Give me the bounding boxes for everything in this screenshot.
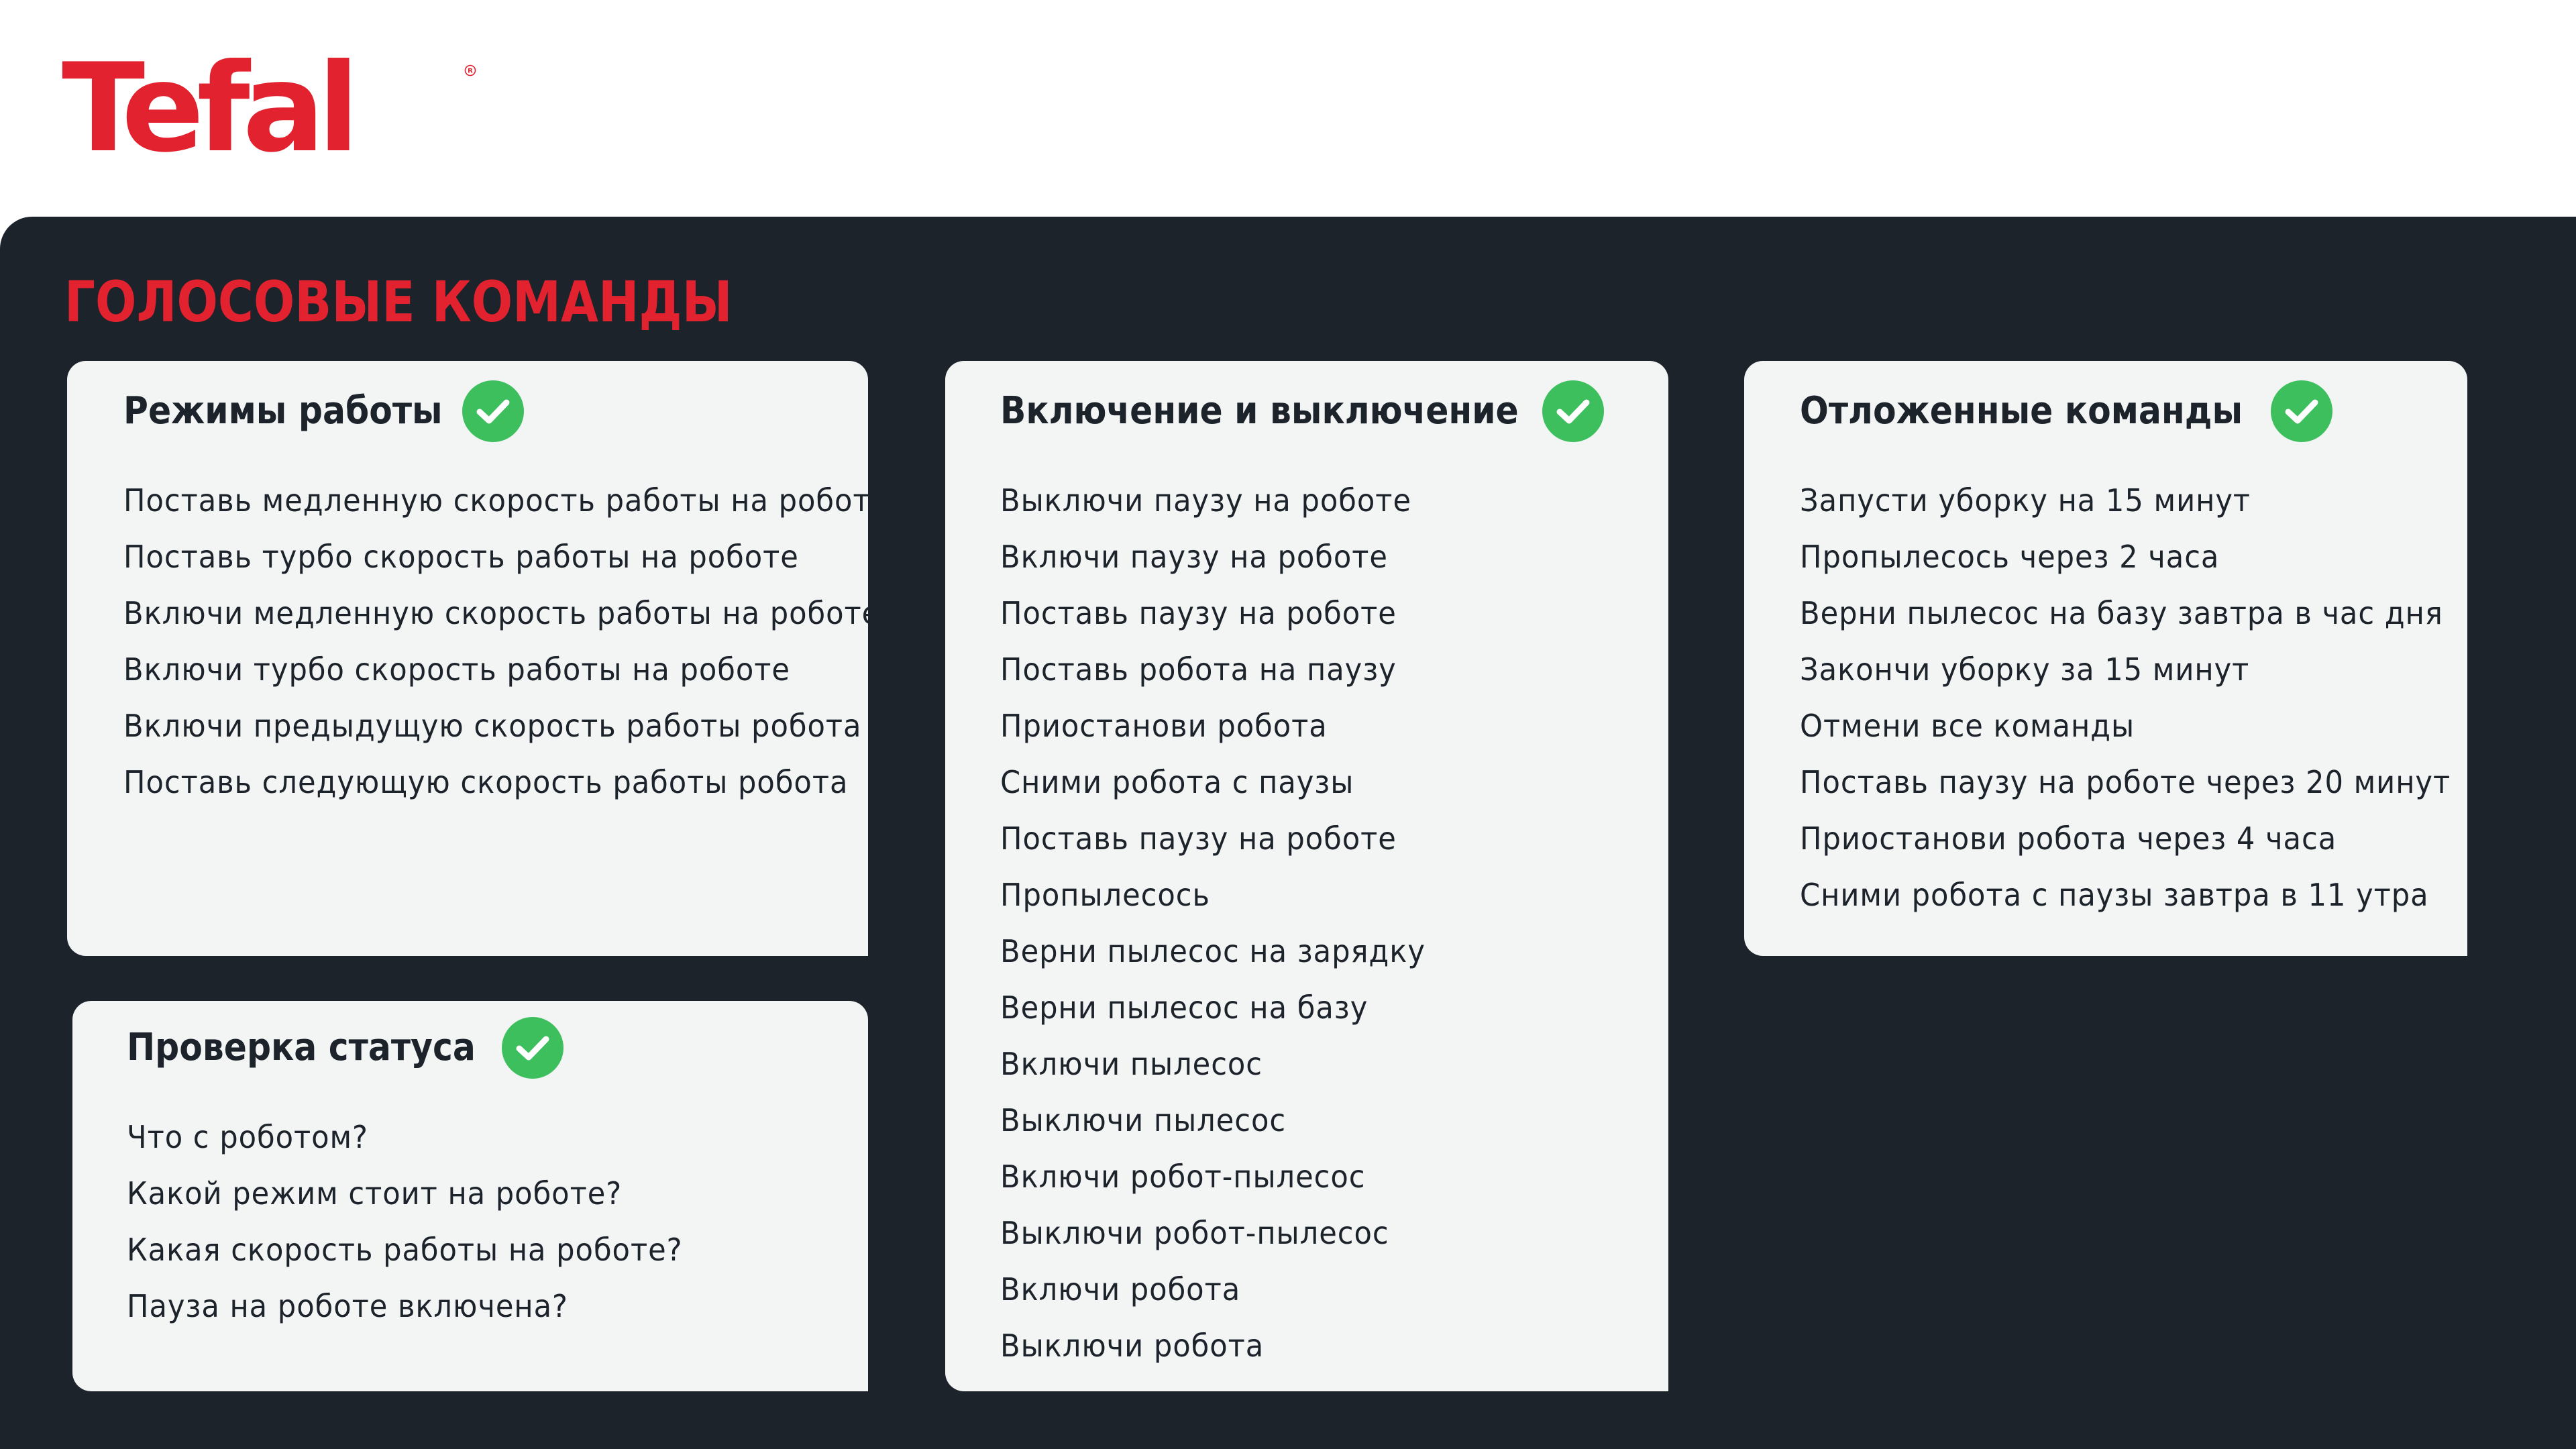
list-item: Включи турбо скорость работы на роботе (123, 651, 790, 688)
card-power (945, 361, 1668, 1391)
command-list-delayed (1800, 472, 2492, 923)
list-item: Включи медленную скорость работы на роботе (123, 595, 881, 631)
check-circle-icon (462, 380, 525, 443)
card-title-power: Включение и выключение (1000, 389, 1519, 433)
list-item: Выключи робота (1000, 1328, 1265, 1364)
list-item: Пропылесось (1000, 877, 1210, 913)
card-status (72, 1001, 868, 1391)
card-title-modes: Режимы работы (123, 389, 443, 433)
header (0, 0, 2576, 217)
list-item: Включи пылесос (1000, 1046, 1263, 1082)
check-circle-icon (2270, 380, 2333, 443)
list-item: Запусти уборку на 15 минут (1800, 482, 2251, 519)
list-item: Поставь следующую скорость работы робота (123, 764, 849, 800)
list-item: Какая скорость работы на роботе? (127, 1232, 683, 1268)
list-item: Что с роботом? (127, 1119, 368, 1155)
card-title-delayed: Отложенные команды (1800, 389, 2243, 433)
list-item: Выключи пылесос (1000, 1102, 1287, 1138)
list-item: Поставь паузу на роботе через 20 минут (1800, 764, 2451, 800)
list-item: Сними робота с паузы завтра в 11 утра (1800, 877, 2429, 913)
list-item: Поставь паузу на роботе (1000, 820, 1397, 857)
list-item: Поставь робота на паузу (1000, 651, 1397, 688)
card-header (1800, 380, 2333, 443)
list-item: Закончи уборку за 15 минут (1800, 651, 2250, 688)
card-header (1000, 380, 1605, 443)
command-list-status (127, 1109, 718, 1334)
check-circle-icon (1542, 380, 1605, 443)
card-title-status: Проверка статуса (127, 1026, 476, 1069)
list-item: Пропылесось через 2 часа (1800, 539, 2220, 575)
list-item: Поставь паузу на роботе (1000, 595, 1397, 631)
list-item: Поставь медленную скорость работы на роботе (123, 482, 890, 519)
logo-text: Tefal (62, 58, 352, 158)
card-delayed (1744, 361, 2467, 956)
list-item: Выключи робот-пылесос (1000, 1215, 1389, 1251)
list-item: Выключи паузу на роботе (1000, 482, 1411, 519)
list-item: Включи робота (1000, 1271, 1241, 1307)
list-item: Включи паузу на роботе (1000, 539, 1388, 575)
command-list-power (1000, 472, 1452, 1374)
list-item: Верни пылесос на базу (1000, 989, 1368, 1026)
list-item: Пауза на роботе включена? (127, 1288, 568, 1324)
list-item: Включи робот-пылесос (1000, 1159, 1366, 1195)
tefal-logo (62, 58, 491, 158)
card-header (127, 1016, 564, 1079)
list-item: Поставь турбо скорость работы на роботе (123, 539, 799, 575)
page-title: ГОЛОСОВЫЕ КОМАНДЫ (64, 269, 733, 335)
list-item: Сними робота с паузы (1000, 764, 1354, 800)
list-item: Приостанови робота через 4 часа (1800, 820, 2337, 857)
command-list-modes (123, 472, 938, 810)
list-item: Включи предыдущую скорость работы робота (123, 708, 862, 744)
list-item: Приостанови робота (1000, 708, 1328, 744)
check-circle-icon (501, 1016, 564, 1079)
list-item: Какой режим стоит на роботе? (127, 1175, 623, 1212)
list-item: Верни пылесос на базу завтра в час дня (1800, 595, 2443, 631)
registered-trademark-icon (464, 64, 476, 76)
card-header (123, 380, 525, 443)
card-modes (67, 361, 890, 956)
svg-text:R: R (468, 67, 473, 75)
list-item: Верни пылесос на зарядку (1000, 933, 1426, 969)
list-item: Отмени все команды (1800, 708, 2135, 744)
